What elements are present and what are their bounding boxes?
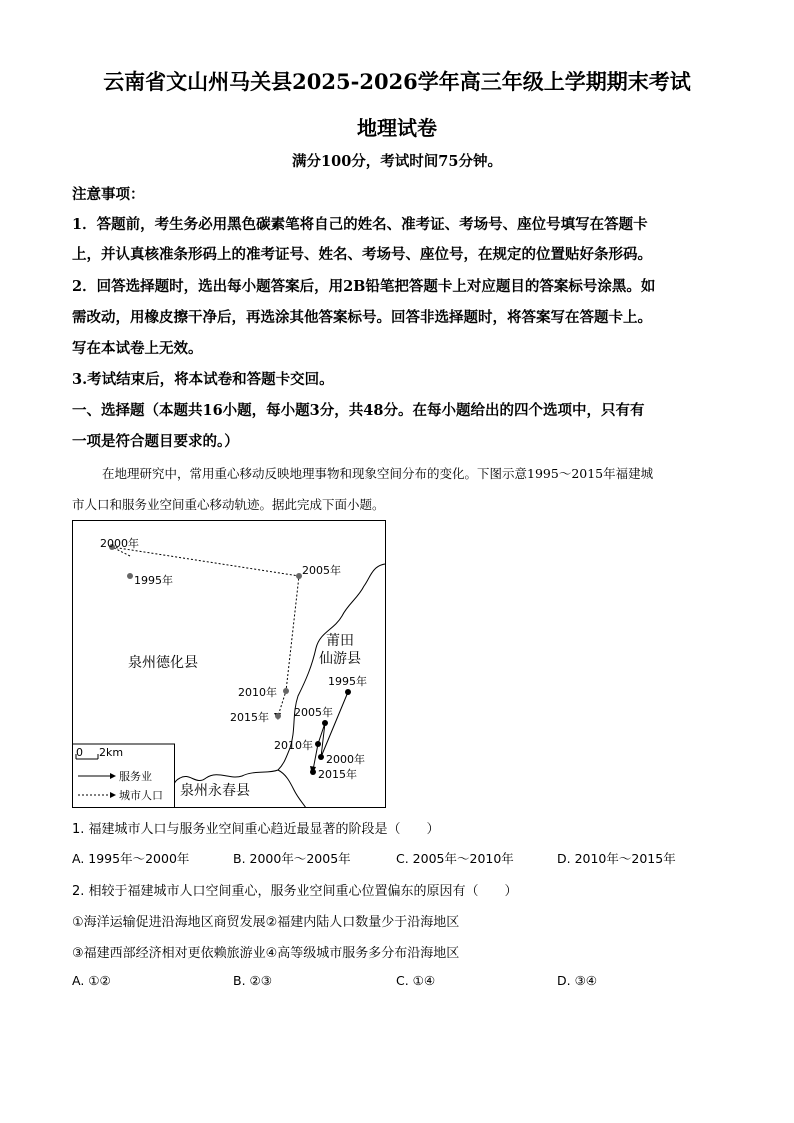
question-1-option-c: C. 2005年～2010年 xyxy=(396,851,514,866)
score-time: 满分100分，考试时间75分钟。 xyxy=(292,153,502,170)
question-1-option-b: B. 2000年～2005年 xyxy=(233,851,351,866)
question-1-stem: 1. 福建城市人口与服务业空间重心趋近最显著的阶段是（ ） xyxy=(72,822,440,837)
region-putian: 莆田 xyxy=(326,633,354,649)
intro-text: 在地理研究中，常用重心移动反映地理事物和现象空间分布的变化。下图示意1995～2015年福建城 xyxy=(102,466,654,481)
population-point-2015 xyxy=(275,713,281,719)
population-label-2005: 2005年 xyxy=(302,564,341,577)
question-2-stem: 2. 相较于福建城市人口空间重心，服务业空间重心位置偏东的原因有（ ） xyxy=(72,884,518,899)
intro-text-cont: 市人口和服务业空间重心移动轨迹。据此完成下面小题。 xyxy=(72,497,385,512)
population-label-2000: 2000年 xyxy=(100,537,139,550)
question-2-option-c: C. ①④ xyxy=(396,973,436,988)
service-point-2015 xyxy=(310,769,316,775)
service-point-2010 xyxy=(315,741,321,747)
region-yongchun: 泉州永春县 xyxy=(180,783,250,799)
legend-population-label: 城市人口 xyxy=(119,789,163,802)
notes-line: 1．答题前，考生务必用黑色碳素笔将自己的姓名、准考证、考场号、座位号填写在答题卡 xyxy=(72,216,648,233)
notes-line: 写在本试卷上无效。 xyxy=(72,340,203,357)
region-xianyou: 仙游县 xyxy=(319,651,361,667)
scale-label-2km: 2km xyxy=(99,746,124,759)
question-2-option-b: B. ②③ xyxy=(233,973,272,988)
service-label-2000: 2000年 xyxy=(326,753,365,766)
service-label-2010: 2010年 xyxy=(274,739,313,752)
question-2-statements-cont: ③福建西部经济相对更依赖旅游业④高等级城市服务多分布沿海地区 xyxy=(72,946,460,961)
question-2-option-d: D. ③④ xyxy=(557,973,597,988)
section-heading: 一、选择题（本题共16小题，每小题3分，共48分。在每小题给出的四个选项中，只有有 xyxy=(72,402,645,419)
question-1-option-a: A. 1995年～2000年 xyxy=(72,851,190,866)
question-1-option-d: D. 2010年～2015年 xyxy=(557,851,676,866)
section-heading-cont: 一项是符合题目要求的。） xyxy=(72,433,239,450)
population-label-2015: 2015年 xyxy=(230,711,269,724)
exam-title: 云南省文山州马关县2025-2026学年高三年级上学期期末考试 xyxy=(103,69,691,94)
population-label-2010: 2010年 xyxy=(238,686,277,699)
service-point-2005 xyxy=(322,720,328,726)
population-point-2010 xyxy=(283,688,289,694)
question-2-option-a: A. ①② xyxy=(72,973,111,988)
exam-subtitle: 地理试卷 xyxy=(357,116,437,140)
notes-line: 上，并认真核准条形码上的准考证号、姓名、考场号、座位号，在规定的位置贴好条形码。 xyxy=(72,246,652,263)
service-point-1995 xyxy=(345,689,351,695)
question-2-statements: ①海洋运输促进沿海地区商贸发展②福建内陆人口数量少于沿海地区 xyxy=(72,915,460,930)
service-label-2015: 2015年 xyxy=(318,768,357,781)
population-point-1995 xyxy=(127,573,133,579)
legend-service-label: 服务业 xyxy=(119,770,152,783)
region-dehua: 泉州德化县 xyxy=(128,655,198,671)
notes-line: 2．回答选择题时，选出每小题答案后，用2B铅笔把答题卡上对应题目的答案标号涂黑。如 xyxy=(72,278,656,295)
population-label-1995: 1995年 xyxy=(134,574,173,587)
service-point-2000 xyxy=(318,754,324,760)
gravity-center-map xyxy=(72,520,386,808)
service-label-2005: 2005年 xyxy=(294,706,333,719)
notes-heading: 注意事项： xyxy=(72,186,145,203)
notes-line: 3.考试结束后，将本试卷和答题卡交回。 xyxy=(72,371,334,388)
notes-line: 需改动，用橡皮擦干净后，再选涂其他答案标号。回答非选择题时，将答案写在答题卡上。 xyxy=(72,309,652,326)
scale-label-zero: 0 xyxy=(76,746,83,759)
service-label-1995: 1995年 xyxy=(328,675,367,688)
